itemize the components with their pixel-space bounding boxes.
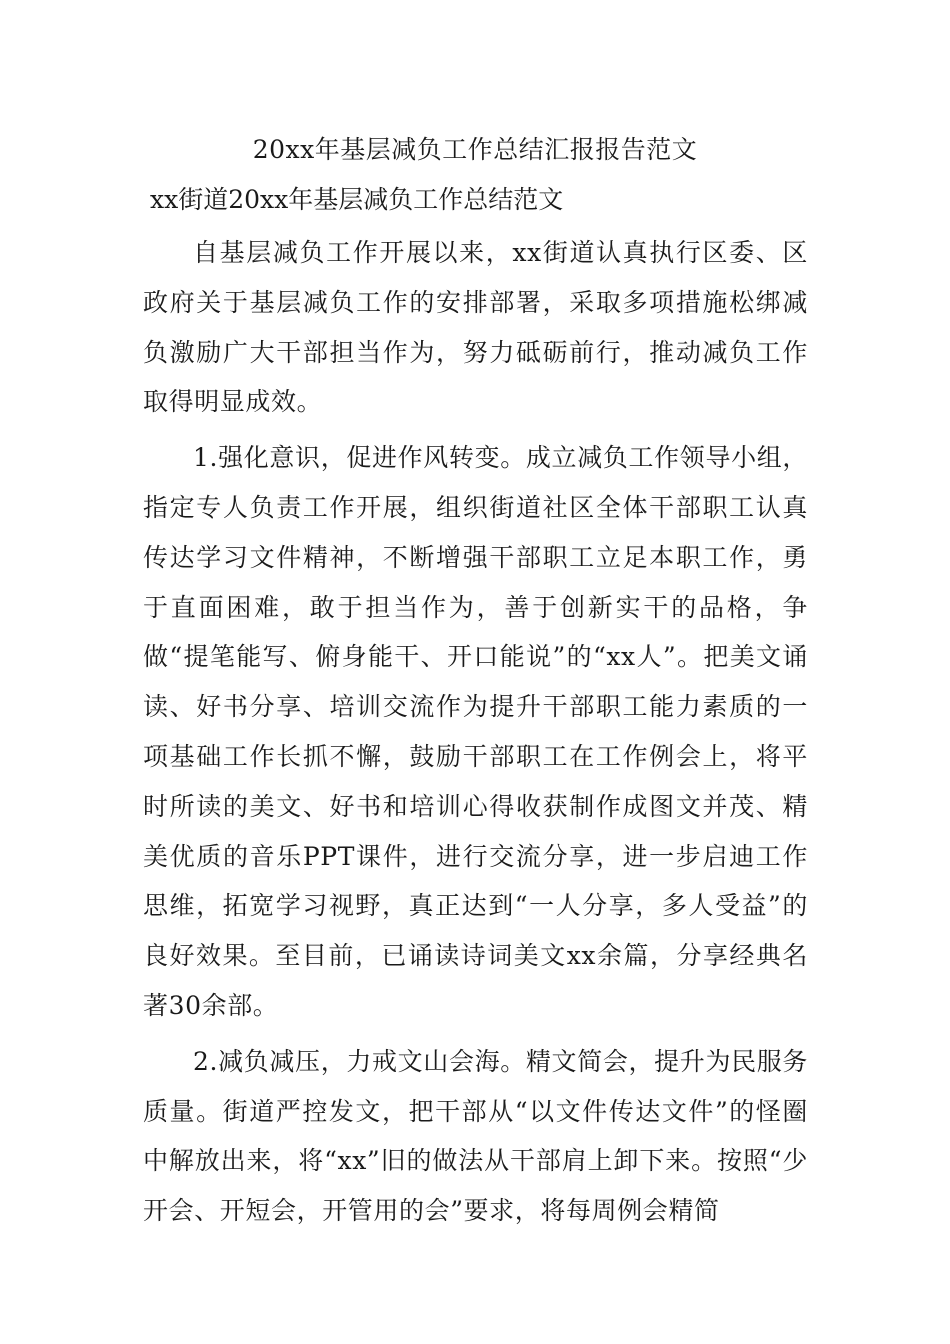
document-title: 20xx年基层减负工作总结汇报报告范文 [252,135,698,164]
document-subtitle: xx街道20xx年基层减负工作总结范文 [150,185,564,214]
paragraph-intro: 自基层减负工作开展以来，xx街道认真执行区委、区政府关于基层减负工作的安排部署，采取多项措施松绑减负激励广大干部担当作为，努力砥砺前行，推动减负工作取得明显成效。 [143,238,808,417]
paragraph-section-2: 2.减负减压，力戒文山会海。精文简会，提升为民服务质量。街道严控发文，把干部从“以文件传达文件”的怪圈中解放出来，将“xx”旧的做法从干部肩上卸下来。按照“少开会、开短会，开管用的会”要求，将每周例会精简 [143,1046,808,1226]
document-body [143,228,808,1242]
paragraph-section-1: 1.强化意识，促进作风转变。成立减负工作领导小组，指定专人负责工作开展，组织街道社区全体干部职工认真传达学习文件精神，不断增强干部职工立足本职工作，勇于直面困难，敢于担当作为，善于创新实干的品格，争做“提笔能写、俯身能干、开口能说”的“xx人”。把美文诵读、好书分享、培训交流作为提升干部职工能力素质的一项基础工作长抓不懈，鼓励干部职工在工作例会上，将平时所读的美文、好书和培训心得收获制作成图文并茂、精美优质的音乐PPT课件，进行交流分享，进一步启迪工作思维，拓宽学习视野，真正达到“一人分享，多人受益”的良好效果。至目前，已诵读诗词美文xx余篇，分享经典名著30余部。 [143,443,808,1020]
